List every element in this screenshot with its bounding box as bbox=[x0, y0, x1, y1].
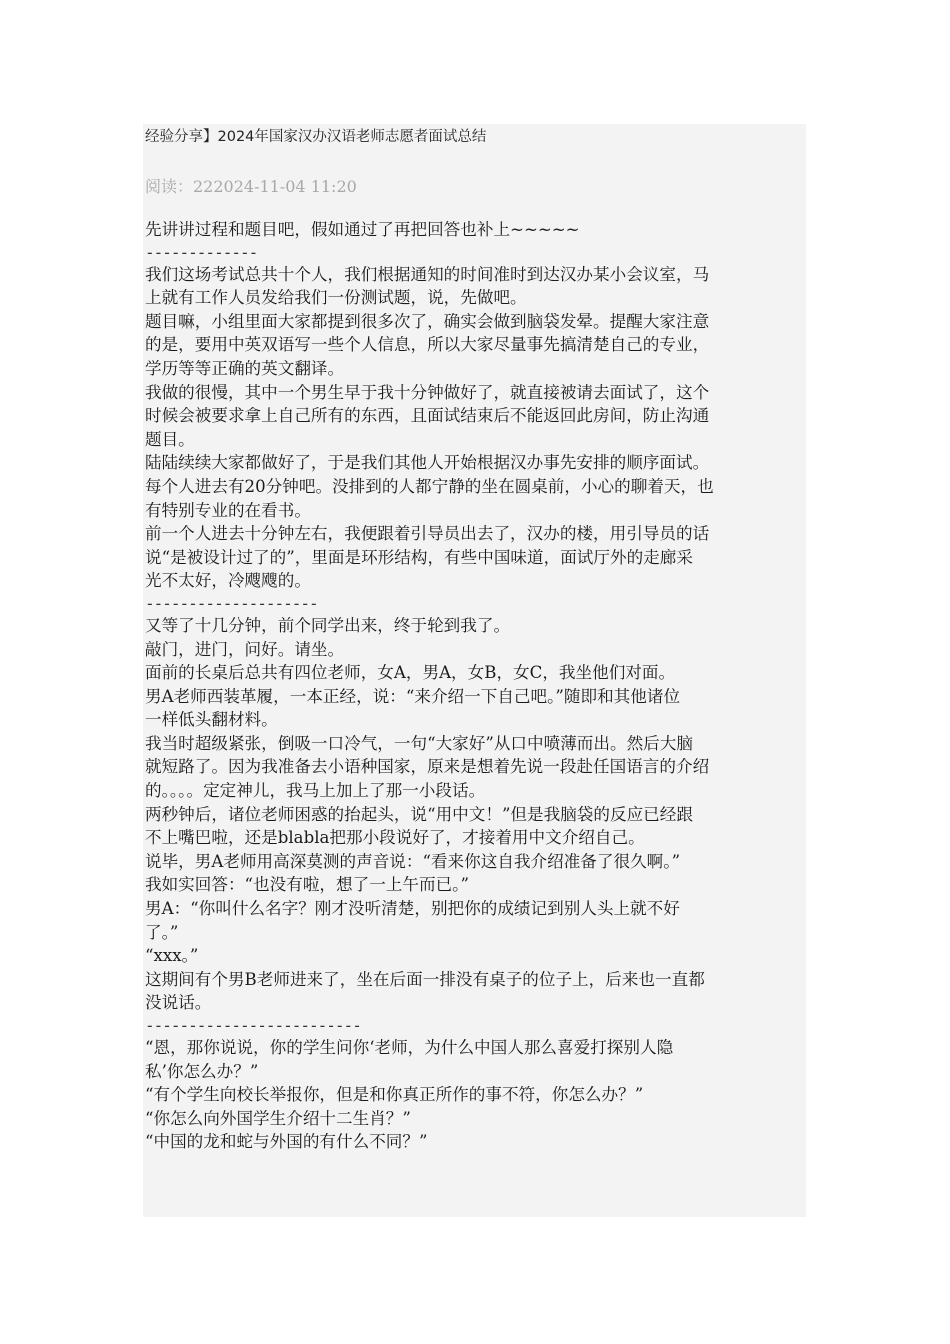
paragraph: 男A老师西装革履，一本正经，说：“来介绍一下自己吧。”随即和其他诸位 一样低头翻材料。 bbox=[145, 686, 681, 730]
paragraph: 我如实回答：“也没有啦，想了一上午而已。” bbox=[145, 875, 469, 895]
paragraph: 两秒钟后，诸位老师困惑的抬起头，说“用中文！”但是我脑袋的反应已经跟 不上嘴巴啦，还是blabla把那小段说好了，才接着用中文介绍自己。 bbox=[145, 804, 693, 848]
paragraph: “xxx。” bbox=[145, 946, 199, 966]
question-item: “有个学生向校长举报你，但是和你真正所作的事不符，你怎么办？” bbox=[145, 1085, 644, 1105]
intro-paragraph: 先讲讲过程和题目吧，假如通过了再把回答也补上~~~~~ bbox=[145, 220, 580, 239]
paragraph: 我当时超级紧张，倒吸一口冷气，一句“大家好”从口中喷薄而出。然后大脑 就短路了。因为我准备去小语种国家，原来是想着先说一段赴任国语言的介绍 的。。。。定定神儿，我马上加上了那一小段话。 bbox=[145, 733, 710, 801]
article-title: 经验分享】2024年国家汉办汉语老师志愿者面试总结 bbox=[145, 129, 487, 145]
paragraph: 说毕，男A老师用高深莫测的声音说：“看来你这自我介绍准备了很久啊。” bbox=[145, 851, 681, 871]
paragraph: 题目嘛，小组里面大家都提到很多次了，确实会做到脑袋发晕。提醒大家注意 的是，要用中英双语写一些个人信息，所以大家尽量事先搞清楚自己的专业， 学历等等正确的英文翻译。 bbox=[145, 311, 710, 378]
paragraph: 陆陆续续大家都做好了，于是我们其他人开始根据汉办事先安排的顺序面试。 每个人进去有20分钟吧。没排到的人都宁静的坐在圆桌前，小心的聊着天，也 有特别专业的在看书。 bbox=[145, 453, 714, 520]
question-item: “恩，那你说说，你的学生问你‘老师，为什么中国人那么喜爱打探别人隐 私’你怎么办？” bbox=[145, 1038, 674, 1081]
paragraph: 我们这场考试总共十个人，我们根据通知的时间准时到达汉办某小会议室，马 上就有工作人员发给我们一份测试题，说，先做吧。 bbox=[145, 264, 710, 308]
paragraph: 这期间有个男B老师进来了，坐在后面一排没有桌子的位子上，后来也一直都 没说话。 bbox=[145, 969, 705, 1013]
separator-line: -------------------- bbox=[145, 593, 318, 613]
paragraph: 男A：“你叫什么名字？刚才没听清楚，别把你的成绩记到别人头上就不好 了。” bbox=[145, 899, 680, 942]
question-item: “中国的龙和蛇与外国的有什么不同？” bbox=[145, 1132, 428, 1152]
article-meta: 阅读：222024-11-04 11:20 bbox=[145, 177, 357, 196]
separator-line: ------------- bbox=[145, 242, 258, 262]
separator-line: ------------------------- bbox=[145, 1016, 361, 1035]
article-body bbox=[145, 218, 805, 1154]
question-item: “你怎么向外国学生介绍十二生肖？” bbox=[145, 1108, 411, 1128]
paragraph: 前一个人进去十分钟左右，我便跟着引导员出去了，汉办的楼，用引导员的话 说“是被设计过了的”，里面是环形结构，有些中国味道，面试厅外的走廊采 光不太好，冷飕飕的。 bbox=[145, 524, 710, 591]
paragraph: 我做的很慢，其中一个男生早于我十分钟做好了，就直接被请去面试了，这个 时候会被要求拿上自己所有的东西，且面试结束后不能返回此房间，防止沟通 题目。 bbox=[145, 382, 710, 449]
paragraph: 面前的长桌后总共有四位老师，女A，男A，女B，女C，我坐他们对面。 bbox=[145, 663, 676, 683]
article-page bbox=[143, 124, 806, 1217]
paragraph: 又等了十几分钟，前个同学出来，终于轮到我了。 bbox=[145, 615, 511, 635]
paragraph: 敲门，进门，问好。请坐。 bbox=[145, 639, 345, 659]
